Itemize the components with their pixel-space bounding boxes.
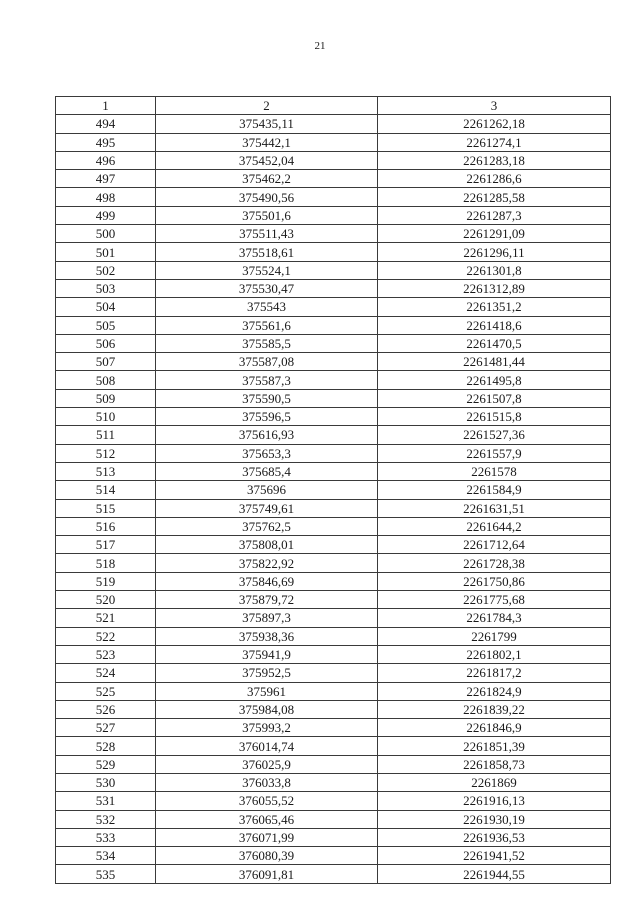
x-coordinate-cell: 375590,5 xyxy=(156,389,378,407)
x-coordinate-cell: 376065,46 xyxy=(156,810,378,828)
point-number-cell: 510 xyxy=(56,408,156,426)
point-number-cell: 499 xyxy=(56,206,156,224)
y-coordinate-cell: 2261557,9 xyxy=(378,444,611,462)
table-row xyxy=(56,810,611,828)
x-coordinate-cell: 375993,2 xyxy=(156,719,378,737)
point-number-cell: 501 xyxy=(56,243,156,261)
y-coordinate-cell: 2261283,18 xyxy=(378,151,611,169)
point-number-cell: 526 xyxy=(56,700,156,718)
table-row xyxy=(56,719,611,737)
table-row xyxy=(56,462,611,480)
column-header-2: 2 xyxy=(156,97,378,115)
point-number-cell: 531 xyxy=(56,792,156,810)
x-coordinate-cell: 375696 xyxy=(156,481,378,499)
table-row xyxy=(56,664,611,682)
point-number-cell: 498 xyxy=(56,188,156,206)
point-number-cell: 521 xyxy=(56,609,156,627)
x-coordinate-cell: 375685,4 xyxy=(156,462,378,480)
y-coordinate-cell: 2261495,8 xyxy=(378,371,611,389)
point-number-cell: 519 xyxy=(56,572,156,590)
point-number-cell: 504 xyxy=(56,298,156,316)
y-coordinate-cell: 2261712,64 xyxy=(378,536,611,554)
y-coordinate-cell: 2261291,09 xyxy=(378,225,611,243)
table-row xyxy=(56,700,611,718)
table-row xyxy=(56,408,611,426)
x-coordinate-cell: 375561,6 xyxy=(156,316,378,334)
table-row xyxy=(56,151,611,169)
point-number-cell: 524 xyxy=(56,664,156,682)
point-number-cell: 514 xyxy=(56,481,156,499)
y-coordinate-cell: 2261296,11 xyxy=(378,243,611,261)
y-coordinate-cell: 2261285,58 xyxy=(378,188,611,206)
x-coordinate-cell: 375808,01 xyxy=(156,536,378,554)
x-coordinate-cell: 375585,5 xyxy=(156,334,378,352)
point-number-cell: 509 xyxy=(56,389,156,407)
point-number-cell: 527 xyxy=(56,719,156,737)
table-row xyxy=(56,371,611,389)
x-coordinate-cell: 376025,9 xyxy=(156,755,378,773)
y-coordinate-cell: 2261262,18 xyxy=(378,115,611,133)
table-body xyxy=(56,115,611,883)
table-row xyxy=(56,444,611,462)
column-header-1: 1 xyxy=(56,97,156,115)
page-number: 21 xyxy=(314,40,326,52)
table-row xyxy=(56,792,611,810)
table-row xyxy=(56,243,611,261)
y-coordinate-cell: 2261802,1 xyxy=(378,645,611,663)
y-coordinate-cell: 2261584,9 xyxy=(378,481,611,499)
y-coordinate-cell: 2261858,73 xyxy=(378,755,611,773)
point-number-cell: 508 xyxy=(56,371,156,389)
y-coordinate-cell: 2261851,39 xyxy=(378,737,611,755)
x-coordinate-cell: 376091,81 xyxy=(156,865,378,883)
point-number-cell: 530 xyxy=(56,773,156,791)
y-coordinate-cell: 2261515,8 xyxy=(378,408,611,426)
point-number-cell: 522 xyxy=(56,627,156,645)
table-row xyxy=(56,847,611,865)
x-coordinate-cell: 375749,61 xyxy=(156,499,378,517)
y-coordinate-cell: 2261916,13 xyxy=(378,792,611,810)
y-coordinate-cell: 2261824,9 xyxy=(378,682,611,700)
x-coordinate-cell: 375518,61 xyxy=(156,243,378,261)
table-row xyxy=(56,773,611,791)
point-number-cell: 529 xyxy=(56,755,156,773)
table-row xyxy=(56,554,611,572)
y-coordinate-cell: 2261312,89 xyxy=(378,279,611,297)
x-coordinate-cell: 375543 xyxy=(156,298,378,316)
table-row xyxy=(56,682,611,700)
x-coordinate-cell: 375762,5 xyxy=(156,517,378,535)
x-coordinate-cell: 375462,2 xyxy=(156,170,378,188)
y-coordinate-cell: 2261799 xyxy=(378,627,611,645)
table-row xyxy=(56,188,611,206)
x-coordinate-cell: 376033,8 xyxy=(156,773,378,791)
point-number-cell: 528 xyxy=(56,737,156,755)
x-coordinate-cell: 376080,39 xyxy=(156,847,378,865)
y-coordinate-cell: 2261728,38 xyxy=(378,554,611,572)
x-coordinate-cell: 375501,6 xyxy=(156,206,378,224)
point-number-cell: 525 xyxy=(56,682,156,700)
table-row xyxy=(56,737,611,755)
y-coordinate-cell: 2261286,6 xyxy=(378,170,611,188)
coordinates-table xyxy=(55,96,611,884)
table-row xyxy=(56,627,611,645)
x-coordinate-cell: 375452,04 xyxy=(156,151,378,169)
table-row xyxy=(56,225,611,243)
point-number-cell: 535 xyxy=(56,865,156,883)
x-coordinate-cell: 375587,3 xyxy=(156,371,378,389)
x-coordinate-cell: 375897,3 xyxy=(156,609,378,627)
table-row xyxy=(56,755,611,773)
table-row xyxy=(56,645,611,663)
y-coordinate-cell: 2261287,3 xyxy=(378,206,611,224)
point-number-cell: 523 xyxy=(56,645,156,663)
column-header-3: 3 xyxy=(378,97,611,115)
y-coordinate-cell: 2261784,3 xyxy=(378,609,611,627)
y-coordinate-cell: 2261351,2 xyxy=(378,298,611,316)
y-coordinate-cell: 2261578 xyxy=(378,462,611,480)
point-number-cell: 513 xyxy=(56,462,156,480)
y-coordinate-cell: 2261644,2 xyxy=(378,517,611,535)
table-row xyxy=(56,536,611,554)
y-coordinate-cell: 2261941,52 xyxy=(378,847,611,865)
x-coordinate-cell: 375984,08 xyxy=(156,700,378,718)
x-coordinate-cell: 375952,5 xyxy=(156,664,378,682)
table-row xyxy=(56,206,611,224)
point-number-cell: 500 xyxy=(56,225,156,243)
table-header-row xyxy=(56,97,611,115)
y-coordinate-cell: 2261274,1 xyxy=(378,133,611,151)
y-coordinate-cell: 2261930,19 xyxy=(378,810,611,828)
table-row xyxy=(56,316,611,334)
table-row xyxy=(56,426,611,444)
x-coordinate-cell: 375530,47 xyxy=(156,279,378,297)
x-coordinate-cell: 376055,52 xyxy=(156,792,378,810)
table-row xyxy=(56,499,611,517)
table-row xyxy=(56,865,611,883)
point-number-cell: 502 xyxy=(56,261,156,279)
x-coordinate-cell: 375511,43 xyxy=(156,225,378,243)
x-coordinate-cell: 375596,5 xyxy=(156,408,378,426)
table-row xyxy=(56,517,611,535)
point-number-cell: 495 xyxy=(56,133,156,151)
y-coordinate-cell: 2261775,68 xyxy=(378,591,611,609)
table-row xyxy=(56,115,611,133)
table-row xyxy=(56,481,611,499)
point-number-cell: 505 xyxy=(56,316,156,334)
x-coordinate-cell: 375822,92 xyxy=(156,554,378,572)
point-number-cell: 517 xyxy=(56,536,156,554)
x-coordinate-cell: 375653,3 xyxy=(156,444,378,462)
table-row xyxy=(56,298,611,316)
y-coordinate-cell: 2261507,8 xyxy=(378,389,611,407)
x-coordinate-cell: 375941,9 xyxy=(156,645,378,663)
y-coordinate-cell: 2261869 xyxy=(378,773,611,791)
y-coordinate-cell: 2261936,53 xyxy=(378,828,611,846)
point-number-cell: 533 xyxy=(56,828,156,846)
table-row xyxy=(56,591,611,609)
x-coordinate-cell: 376014,74 xyxy=(156,737,378,755)
y-coordinate-cell: 2261301,8 xyxy=(378,261,611,279)
point-number-cell: 496 xyxy=(56,151,156,169)
point-number-cell: 520 xyxy=(56,591,156,609)
x-coordinate-cell: 375524,1 xyxy=(156,261,378,279)
x-coordinate-cell: 375442,1 xyxy=(156,133,378,151)
point-number-cell: 512 xyxy=(56,444,156,462)
y-coordinate-cell: 2261846,9 xyxy=(378,719,611,737)
x-coordinate-cell: 375616,93 xyxy=(156,426,378,444)
table-row xyxy=(56,609,611,627)
y-coordinate-cell: 2261839,22 xyxy=(378,700,611,718)
y-coordinate-cell: 2261631,51 xyxy=(378,499,611,517)
table-row xyxy=(56,334,611,352)
point-number-cell: 497 xyxy=(56,170,156,188)
y-coordinate-cell: 2261418,6 xyxy=(378,316,611,334)
y-coordinate-cell: 2261944,55 xyxy=(378,865,611,883)
point-number-cell: 534 xyxy=(56,847,156,865)
x-coordinate-cell: 375938,36 xyxy=(156,627,378,645)
x-coordinate-cell: 376071,99 xyxy=(156,828,378,846)
point-number-cell: 494 xyxy=(56,115,156,133)
point-number-cell: 532 xyxy=(56,810,156,828)
table-row xyxy=(56,353,611,371)
x-coordinate-cell: 375587,08 xyxy=(156,353,378,371)
y-coordinate-cell: 2261750,86 xyxy=(378,572,611,590)
table-row xyxy=(56,572,611,590)
point-number-cell: 515 xyxy=(56,499,156,517)
y-coordinate-cell: 2261527,36 xyxy=(378,426,611,444)
x-coordinate-cell: 375879,72 xyxy=(156,591,378,609)
table-row xyxy=(56,828,611,846)
point-number-cell: 516 xyxy=(56,517,156,535)
table-row xyxy=(56,133,611,151)
point-number-cell: 506 xyxy=(56,334,156,352)
table-row xyxy=(56,279,611,297)
point-number-cell: 507 xyxy=(56,353,156,371)
table-row xyxy=(56,389,611,407)
x-coordinate-cell: 375961 xyxy=(156,682,378,700)
point-number-cell: 511 xyxy=(56,426,156,444)
point-number-cell: 518 xyxy=(56,554,156,572)
y-coordinate-cell: 2261817,2 xyxy=(378,664,611,682)
y-coordinate-cell: 2261470,5 xyxy=(378,334,611,352)
x-coordinate-cell: 375490,56 xyxy=(156,188,378,206)
y-coordinate-cell: 2261481,44 xyxy=(378,353,611,371)
table-row xyxy=(56,261,611,279)
x-coordinate-cell: 375435,11 xyxy=(156,115,378,133)
point-number-cell: 503 xyxy=(56,279,156,297)
table-row xyxy=(56,170,611,188)
x-coordinate-cell: 375846,69 xyxy=(156,572,378,590)
